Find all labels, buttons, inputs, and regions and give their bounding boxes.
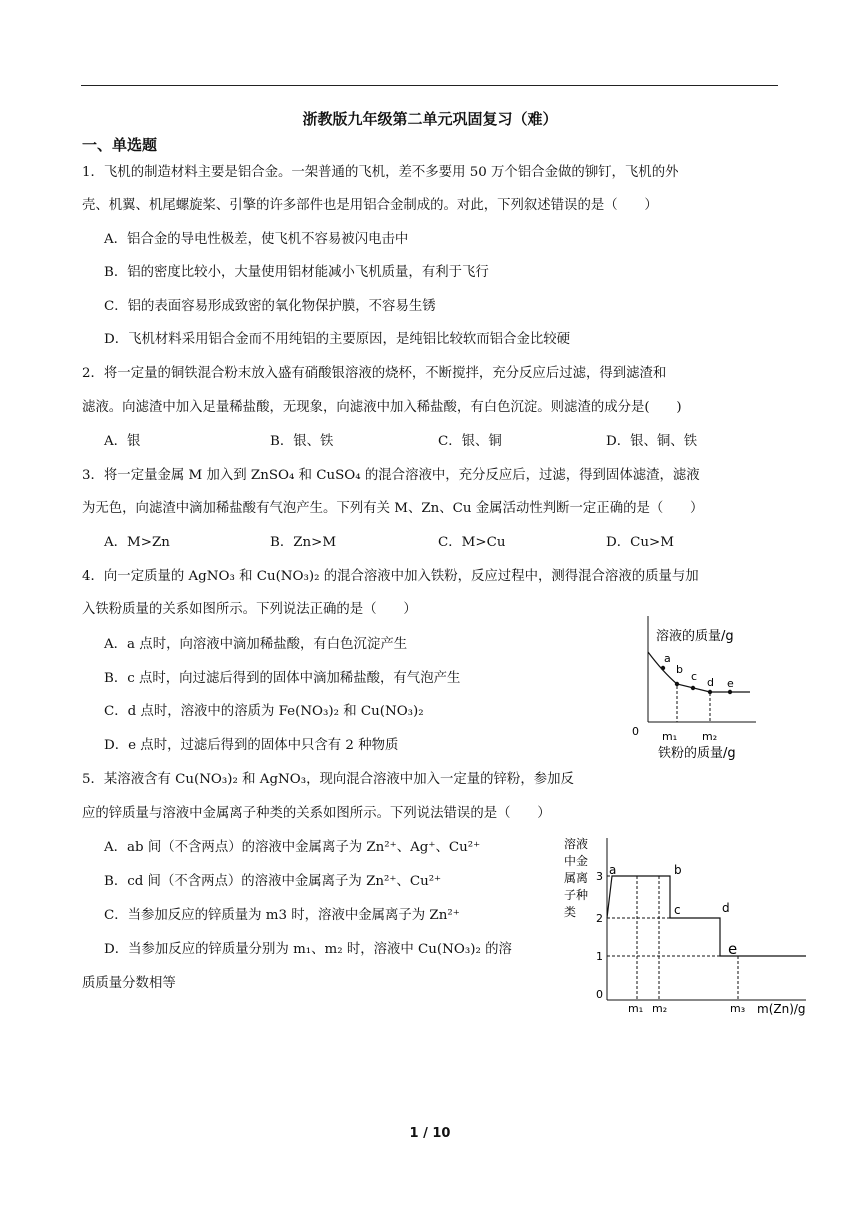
q1-stem-line2: 壳、机翼、机尾螺旋桨、引擎的许多部件也是用铝合金制成的。对此，下列叙述错误的是（ ）	[82, 198, 658, 213]
label-d: d	[722, 901, 730, 915]
point-e	[728, 690, 732, 694]
y-tick-2: 2	[596, 912, 603, 925]
label-a: a	[664, 652, 671, 665]
y-axis-label-line3: 属离	[564, 871, 589, 885]
q5-option-c: C．当参加反应的锌质量为 m3 时，溶液中金属离子为 Zn²⁺	[104, 908, 460, 923]
q4-option-b: B．c 点时，向过滤后得到的固体中滴加稀盐酸，有气泡产生	[104, 671, 461, 686]
label-b: b	[674, 863, 682, 877]
solution-mass-chart	[630, 610, 760, 765]
label-e: e	[728, 940, 738, 958]
q3-stem-line1: 3．将一定量金属 M 加入到 ZnSO₄ 和 CuSO₄ 的混合溶液中，充分反应后，过滤，得到固体滤渣，滤液	[82, 468, 700, 483]
point-c	[691, 686, 695, 690]
q2-option-b: B．银、铁	[270, 434, 334, 449]
q4-option-a: A．a 点时，向溶液中滴加稀盐酸，有白色沉淀产生	[104, 637, 408, 652]
x-axis-label: 铁粉的质量/g	[658, 746, 736, 761]
x-tick-m2: m₂	[702, 730, 718, 743]
point-d	[708, 690, 712, 694]
y-axis-label-line2: 中金	[564, 854, 589, 868]
q4-stem-line1: 4．向一定质量的 AgNO₃ 和 Cu(NO₃)₂ 的混合溶液中加入铁粉，反应过程中，测得混合溶液的质量与加	[82, 569, 699, 584]
q4-option-d: D．e 点时，过滤后得到的固体中只含有 2 种物质	[104, 738, 399, 753]
q5-option-a: A．ab 间（不含两点）的溶液中金属离子为 Zn²⁺、Ag⁺、Cu²⁺	[104, 840, 481, 855]
label-e: e	[727, 677, 734, 690]
q1-option-c: C．铝的表面容易形成致密的氧化物保护膜，不容易生锈	[104, 299, 436, 314]
point-b	[675, 682, 679, 686]
q2-option-d: D．银、铜、铁	[606, 434, 698, 449]
origin-label: 0	[596, 988, 603, 1001]
q3-option-a: A．M>Zn	[104, 535, 170, 550]
q2-option-a: A．银	[104, 434, 141, 449]
q3-option-b: B．Zn>M	[270, 535, 337, 550]
page-title: 浙教版九年级第二单元巩固复习（难）	[302, 110, 558, 128]
q4-option-c: C．d 点时，溶液中的溶质为 Fe(NO₃)₂ 和 Cu(NO₃)₂	[104, 704, 424, 719]
q5-option-b: B．cd 间（不含两点）的溶液中金属离子为 Zn²⁺、Cu²⁺	[104, 874, 442, 889]
point-a	[661, 666, 665, 670]
q1-stem-line1: 1．飞机的制造材料主要是铝合金。一架普通的飞机，差不多要用 50 万个铝合金做的铆钉，飞机的外	[82, 165, 679, 180]
label-b: b	[676, 663, 683, 676]
q2-option-c: C．银、铜	[438, 434, 502, 449]
q5-stem-line1: 5．某溶液含有 Cu(NO₃)₂ 和 AgNO₃，现向混合溶液中加入一定量的锌粉，参加反	[82, 772, 574, 787]
section-heading: 一、单选题	[82, 136, 158, 154]
q1-option-d: D．飞机材料采用铝合金而不用纯铝的主要原因，是纯铝比较软而铝合金比较硬	[104, 332, 571, 347]
y-axis-label-line1: 溶液	[564, 837, 589, 851]
label-a: a	[609, 863, 617, 877]
x-tick-m3: m₃	[730, 1002, 746, 1015]
label-c: c	[691, 670, 698, 683]
ion-types-chart	[560, 832, 820, 1022]
x-axis-label: m(Zn)/g	[757, 1002, 806, 1016]
x-tick-m1: m₁	[662, 730, 678, 743]
q4-stem-line2: 入铁粉质量的关系如图所示。下列说法正确的是（ ）	[82, 602, 417, 617]
x-tick-m2: m₂	[652, 1002, 668, 1015]
y-tick-3: 3	[596, 870, 603, 883]
q2-stem-line1: 2．将一定量的铜铁混合粉末放入盛有硝酸银溶液的烧杯，不断搅拌，充分反应后过滤，得到滤渣和	[82, 366, 667, 381]
y-axis-label-line5: 类	[564, 905, 577, 919]
q3-option-d: D．Cu>M	[606, 535, 674, 550]
q5-option-d-line1: D．当参加反应的锌质量分别为 m₁、m₂ 时，溶液中 Cu(NO₃)₂ 的溶	[104, 942, 512, 957]
q2-stem-line2: 滤液。向滤渣中加入足量稀盐酸，无现象，向滤液中加入稀盐酸，有白色沉淀。则滤渣的成分是( )	[82, 400, 682, 415]
y-axis-label: 溶液的质量/g	[656, 629, 734, 644]
x-tick-m1: m₁	[628, 1002, 644, 1015]
q1-option-a: A．铝合金的导电性极差，使飞机不容易被闪电击中	[104, 232, 409, 247]
solution-mass-chart-svg	[630, 610, 760, 765]
origin-label: 0	[632, 725, 639, 738]
q1-option-b: B．铝的密度比较小，大量使用铝材能减小飞机质量，有利于飞行	[104, 265, 489, 280]
label-d: d	[707, 676, 714, 689]
y-tick-1: 1	[596, 950, 603, 963]
q3-option-c: C．M>Cu	[438, 535, 506, 550]
q5-stem-line2: 应的锌质量与溶液中金属离子种类的关系如图所示。下列说法错误的是（ ）	[82, 806, 551, 821]
q5-option-d-line2: 质质量分数相等	[82, 976, 176, 991]
header-rule	[81, 85, 778, 86]
ion-types-chart-svg	[560, 832, 820, 1022]
q3-stem-line2: 为无色，向滤渣中滴加稀盐酸有气泡产生。下列有关 M、Zn、Cu 金属活动性判断一定正确的是（ ）	[82, 501, 704, 516]
label-c: c	[674, 903, 681, 917]
y-axis-label-line4: 子种	[564, 888, 589, 902]
page-number: 1 / 10	[409, 1126, 451, 1141]
